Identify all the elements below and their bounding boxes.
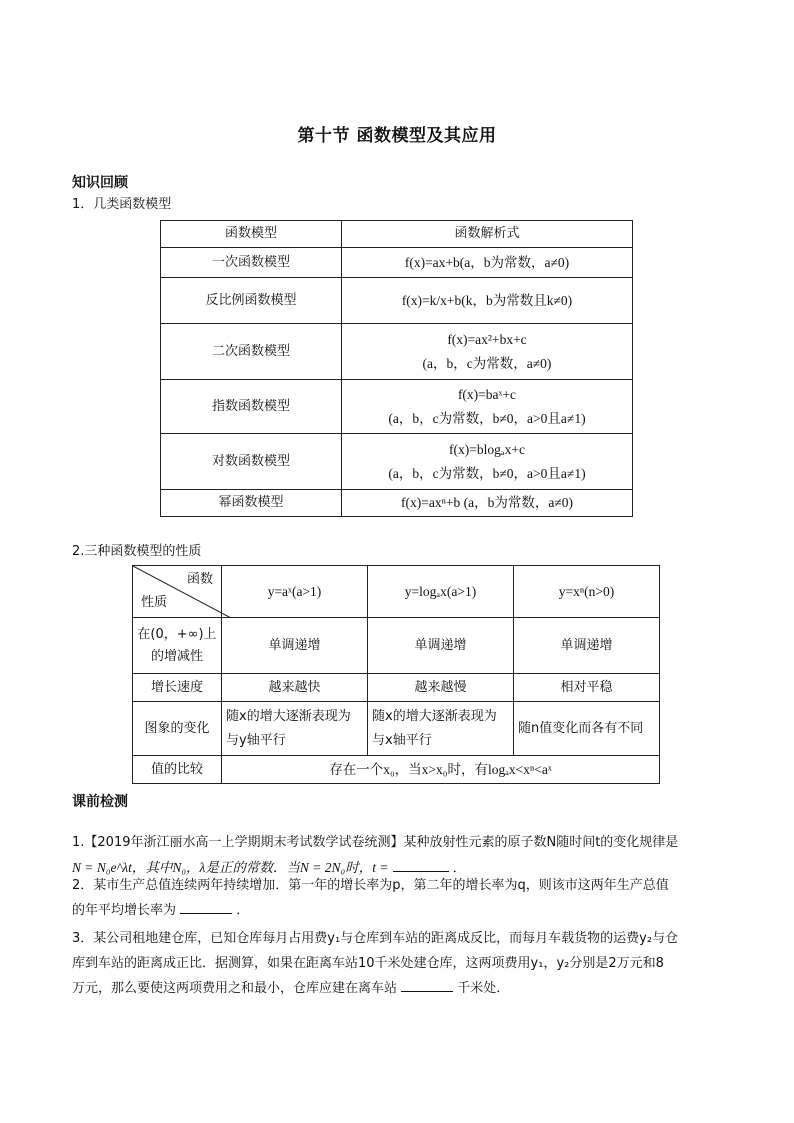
subheading-models: 1．几类函数模型 [72,197,172,212]
table-cell: 随x的增大逐渐表现为与y轴平行 [222,702,368,756]
table-cell: 相对平稳 [514,674,660,702]
model-formula [342,380,633,434]
model-name: 反比例函数模型 [161,278,342,324]
question-text: 万元，那么要使这两项费用之和最小，仓库应建在离车站 [72,981,398,996]
formula-text: f(x)=blogₐx+c [449,441,525,457]
corner-bottom-label: 性质 [141,595,168,610]
model-formula [342,434,633,490]
models-table [160,220,633,517]
row-label [133,618,222,674]
question-line [72,976,724,1001]
column-header: y=logₐx(a>1) [368,566,514,618]
corner-top-label: 函数 [186,572,213,587]
question-line: 2．某市生产总值连续两年持续增加．第一年的增长率为p，第二年的增长率为q，则该市这两年生产总值 [72,878,669,893]
question-line: 3．某公司租地建仓库，已知仓库每月占用费y₁与仓库到车站的距离成反比，而每月车载货物的运费y₂与仓 [72,931,679,946]
model-name: 一次函数模型 [161,248,342,278]
model-formula [342,490,633,517]
row-label-line: 在(0，+∞)上 [137,626,217,642]
table-header: 函数解析式 [342,221,633,248]
formula-text: f(x)=ax+b(a，b为常数，a≠0) [404,254,570,270]
section-heading-pretest: 课前检测 [72,794,128,810]
question-3 [72,926,724,1001]
answer-blank[interactable] [393,857,449,872]
section-heading-review: 知识回顾 [72,175,128,191]
formula-text: f(x)=baˣ+c [457,386,517,402]
question-text: ． [452,861,466,876]
question-text: 的年平均增长率为 [72,903,177,918]
row-label: 增长速度 [133,674,222,702]
column-header: y=xⁿ(n>0) [514,566,660,618]
table-cell: 随n值变化而各有不同 [514,702,660,756]
row-label: 值的比较 [133,756,222,784]
formula-text: f(x)=axⁿ+b (a，b为常数，a≠0) [401,495,573,510]
row-label: 图象的变化 [133,702,222,756]
column-header: y=aˣ(a>1) [222,566,368,618]
table-cell: 单调递增 [368,618,514,674]
question-text: ． [236,903,250,918]
model-name: 指数函数模型 [161,380,342,434]
answer-blank[interactable] [180,899,232,914]
table-cell-merged: 存在一个x₀，当x>x₀时，有logₐx<xⁿ<aˣ [222,756,660,784]
question-line: 1.【2019年浙江丽水高一上学期期末考试数学试卷统测】某种放射性元素的原子数N随时间t的变化规律是 [72,835,679,850]
question-text: 千米处． [457,981,510,996]
table-cell: 随x的增大逐渐表现为与x轴平行 [368,702,514,756]
model-formula [342,248,633,278]
model-formula [342,278,633,324]
model-name: 二次函数模型 [161,324,342,380]
subheading-properties: 2.三种函数模型的性质 [72,544,202,559]
question-line: 库到车站的距离成正比．据测算，如果在距离车站10千米处建仓库，这两项费用y₁，y₂分别是2万元和8 [72,956,664,971]
page-title: 第十节 函数模型及其应用 [297,126,497,146]
model-formula [342,324,633,380]
corner-cell [133,566,222,618]
answer-blank[interactable] [401,977,453,992]
question-text: N = N₀e^λt，其中N₀，λ是正的常数．当N = 2N₀时，t = [72,860,389,875]
row-label-line: 的增减性 [150,648,203,664]
formula-text: f(x)=k/x+b(k，b为常数且k≠0) [401,292,573,308]
table-cell: 单调递增 [514,618,660,674]
table-header: 函数模型 [161,221,342,248]
question-line [72,898,724,923]
question-2 [72,873,724,923]
formula-text: f(x)=ax²+bx+c [447,331,527,347]
model-name: 幂函数模型 [161,490,342,517]
formula-condition: (a，b，c为常数，a≠0) [422,355,552,371]
table-cell: 越来越快 [222,674,368,702]
formula-condition: (a，b，c为常数，b≠0，a>0且a≠1) [388,410,586,426]
table-cell: 单调递增 [222,618,368,674]
formula-condition: (a，b，c为常数，b≠0，a>0且a≠1) [388,465,586,481]
properties-table [132,565,660,784]
table-cell: 越来越慢 [368,674,514,702]
model-name: 对数函数模型 [161,434,342,490]
